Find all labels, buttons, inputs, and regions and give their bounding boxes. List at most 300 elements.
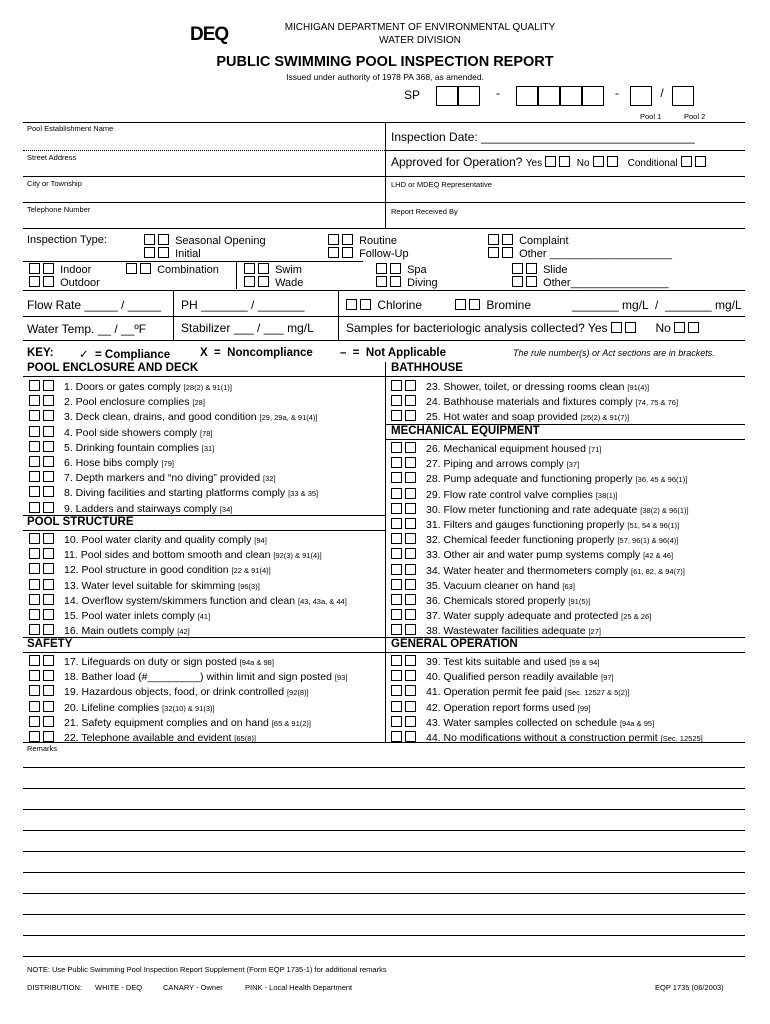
checklist-item (391, 609, 651, 623)
item-rule-ref: [Sec. 12527 & 5(2)] (564, 688, 630, 698)
pool-2-checkbox[interactable] (43, 731, 54, 742)
key-note: The rule number(s) or Act sections are in brackets. (513, 348, 715, 358)
pool-2-checkbox[interactable] (405, 594, 416, 605)
item-rule-ref: [94] (254, 536, 267, 545)
phone-label: Telephone Number (27, 205, 91, 214)
pool-1-checkbox[interactable] (29, 579, 40, 590)
pool-1-checkbox[interactable] (391, 548, 402, 559)
checklist-item (29, 563, 271, 577)
checklist-boxes (391, 564, 426, 578)
checklist-item (391, 442, 601, 456)
pool-2-checkbox[interactable] (43, 670, 54, 681)
pool-2-checkbox[interactable] (405, 731, 416, 742)
checklist-boxes (391, 488, 426, 502)
slide-label: Slide (543, 264, 568, 276)
checkbox[interactable] (342, 247, 353, 258)
samples-no-checkbox[interactable] (674, 322, 685, 333)
samples-yes-checkbox[interactable] (611, 322, 622, 333)
checkbox[interactable] (244, 263, 255, 274)
checklist-item (29, 471, 276, 485)
checklist-item (391, 395, 678, 409)
pool-2-checkbox[interactable] (43, 486, 54, 497)
checklist-boxes (29, 594, 64, 608)
key-label: KEY: (27, 347, 54, 359)
checklist-item (391, 472, 687, 486)
item-text: 29. Flow rate control valve complies (426, 488, 593, 501)
pool-2-checkbox[interactable] (405, 518, 416, 529)
pool-2-checkbox[interactable] (43, 563, 54, 574)
sp-box[interactable] (436, 86, 458, 106)
pool-1-checkbox[interactable] (391, 503, 402, 514)
pool-1-checkbox[interactable] (391, 442, 402, 453)
checkbox[interactable] (43, 276, 54, 287)
approved-yes-checkbox[interactable] (545, 156, 556, 167)
checklist-boxes (29, 579, 64, 593)
diving-label: Diving (407, 277, 438, 289)
conditional-checkbox[interactable] (695, 156, 706, 167)
checkbox[interactable] (502, 247, 513, 258)
pool-1-checkbox[interactable] (29, 716, 40, 727)
checklist-boxes (391, 457, 426, 471)
pool-2-checkbox[interactable] (405, 380, 416, 391)
agency-name: MICHIGAN DEPARTMENT OF ENVIRONMENTAL QUALITY (284, 22, 556, 33)
key-noncompliance: X = Noncompliance (200, 347, 313, 359)
checklist-boxes (391, 442, 426, 456)
checklist-item (29, 594, 347, 608)
pool-1-checkbox[interactable] (391, 533, 402, 544)
slide-option[interactable] (512, 263, 568, 276)
item-text: 4. Pool side showers comply (64, 426, 198, 439)
bromine-option[interactable] (455, 298, 531, 312)
pool-1-checkbox[interactable] (391, 594, 402, 605)
checklist-boxes (29, 701, 64, 715)
checklist-boxes (29, 395, 64, 409)
pool-1-checkbox[interactable] (29, 548, 40, 559)
checklist-item (391, 731, 703, 745)
pool-1-checkbox[interactable] (29, 563, 40, 574)
pool-2-checkbox[interactable] (405, 564, 416, 575)
checklist-boxes (29, 716, 64, 730)
item-text: 39. Test kits suitable and used (426, 656, 567, 668)
item-text: 2. Pool enclosure complies (64, 396, 190, 409)
sp-number (404, 86, 694, 106)
pool-2-checkbox[interactable] (43, 716, 54, 727)
pool-1-checkbox[interactable] (391, 380, 402, 391)
samples-no-label: No (655, 321, 671, 335)
checklist-boxes (391, 548, 426, 562)
pool-2-checkbox[interactable] (43, 471, 54, 482)
checklist-boxes (391, 609, 426, 623)
samples-no-checkbox[interactable] (688, 322, 699, 333)
deq-logo: DEQ (190, 24, 229, 45)
item-rule-ref: [42] (177, 627, 190, 637)
seasonal-option[interactable] (144, 234, 266, 247)
chlorine-label: Chlorine (377, 298, 423, 312)
checkbox[interactable] (158, 247, 169, 258)
pool-1-checkbox[interactable] (29, 426, 40, 437)
checklist-boxes (29, 685, 64, 699)
checkbox[interactable] (502, 234, 513, 245)
checklist-boxes (29, 471, 64, 485)
water-temp-field[interactable]: Water Temp. __ / __ºF (27, 322, 147, 336)
pool-2-checkbox[interactable] (405, 579, 416, 590)
checklist-boxes (391, 594, 426, 608)
pool-2-checkbox[interactable] (43, 594, 54, 605)
pool-1-checkbox[interactable] (391, 685, 402, 696)
pool-1-checkbox[interactable] (391, 518, 402, 529)
pool-1-checkbox[interactable] (391, 488, 402, 499)
item-rule-ref: [29, 29a, & 91(4)] (259, 413, 318, 423)
pool-1-checkbox[interactable] (391, 716, 402, 727)
sp-slash: / (660, 86, 664, 100)
checkbox[interactable] (244, 276, 255, 287)
checklist-boxes (29, 655, 64, 669)
city-label: City or Township (27, 179, 82, 188)
pool-1-checkbox[interactable] (391, 655, 402, 666)
item-rule-ref: [79] (161, 459, 174, 468)
mgl-field[interactable]: _______ mg/L / _______ mg/L (572, 298, 742, 312)
checkbox[interactable] (144, 234, 155, 245)
sp-box[interactable] (538, 86, 560, 106)
pool-2-checkbox[interactable] (405, 442, 416, 453)
pool-2-checkbox[interactable] (43, 609, 54, 620)
checklist-boxes (29, 456, 64, 470)
item-rule-ref: [36, 45 & 96(1)] (635, 475, 688, 485)
item-text: 16. Main outlets comply (64, 625, 175, 638)
item-rule-ref: [27] (588, 627, 601, 637)
authority-note: Issued under authority of 1978 PA 368, as amended. (286, 72, 484, 82)
pool-2-checkbox[interactable] (405, 457, 416, 468)
indoor-option[interactable] (29, 263, 91, 276)
wade-option[interactable] (244, 276, 303, 289)
pool-1-checkbox[interactable] (29, 731, 40, 742)
item-rule-ref: [91(5)] (568, 597, 591, 606)
checklist-boxes (29, 486, 64, 500)
checklist-item (29, 685, 309, 699)
pool-2-checkbox[interactable] (43, 655, 54, 666)
pool-1-checkbox[interactable] (391, 564, 402, 575)
pool-2-checkbox[interactable] (43, 685, 54, 696)
pool-1-checkbox[interactable] (29, 486, 40, 497)
pool-2-checkbox[interactable] (43, 395, 54, 406)
checkbox[interactable] (512, 276, 523, 287)
checklist-boxes (391, 472, 426, 486)
pool-2-checkbox[interactable] (405, 395, 416, 406)
spa-option[interactable] (376, 263, 427, 276)
indoor-label: Indoor (60, 264, 92, 276)
checkbox[interactable] (258, 276, 269, 287)
pool-1-checkbox[interactable] (391, 410, 402, 421)
pool-2-checkbox[interactable] (405, 609, 416, 620)
checklist-boxes (391, 533, 426, 547)
checklist-boxes (391, 380, 426, 394)
pool-1-checkbox[interactable] (391, 457, 402, 468)
pool2-label: Pool 2 (684, 112, 706, 121)
sp-label: SP (404, 88, 421, 102)
pool-1-checkbox[interactable] (29, 502, 40, 513)
chlorine-option[interactable] (346, 298, 422, 312)
checkbox[interactable] (390, 263, 401, 274)
checkbox[interactable] (376, 276, 387, 287)
pool-2-checkbox[interactable] (405, 624, 416, 635)
pool-2-checkbox[interactable] (405, 548, 416, 559)
item-rule-ref: [65(8)] (234, 734, 256, 743)
pool-1-checkbox[interactable] (29, 594, 40, 605)
pool-1-checkbox[interactable] (29, 655, 40, 666)
approved-label: Approved for Operation? (391, 155, 523, 169)
checkbox[interactable] (346, 299, 357, 310)
checklist-item (29, 548, 322, 562)
checkbox[interactable] (342, 234, 353, 245)
pool-2-checkbox[interactable] (43, 701, 54, 712)
item-rule-ref: [42 & 46] (643, 551, 674, 561)
checklist-boxes (29, 533, 64, 547)
pool-2-checkbox[interactable] (405, 685, 416, 696)
pool-2-checkbox[interactable] (43, 533, 54, 544)
item-rule-ref: [57, 96(1) & 96(4)] (617, 536, 679, 546)
item-rule-ref: [61, 82, & 94(7)] (631, 566, 685, 576)
item-text: 1. Doors or gates comply (64, 381, 181, 393)
pool-1-checkbox[interactable] (29, 471, 40, 482)
pool1-label: Pool 1 (640, 112, 662, 121)
checkbox[interactable] (488, 234, 499, 245)
checklist-boxes (391, 701, 426, 715)
checklist-item (29, 609, 210, 623)
item-text: 13. Water level suitable for skimming (64, 579, 236, 592)
sp-box[interactable] (458, 86, 480, 106)
checklist-item (391, 594, 590, 608)
checklist-item (29, 670, 347, 684)
item-rule-ref: [59 & 94] (569, 658, 600, 667)
pool-2-checkbox[interactable] (43, 426, 54, 437)
checklist-item (391, 457, 579, 471)
pool-1-checkbox[interactable] (391, 731, 402, 742)
street-label: Street Address (27, 153, 77, 162)
item-text: 37. Water supply adequate and protected (426, 610, 619, 623)
checklist-boxes (29, 410, 64, 424)
checklist-boxes (29, 731, 64, 745)
item-rule-ref: [28(2) & 91(1)] (183, 383, 232, 392)
flow-rate-field[interactable]: Flow Rate _____ / _____ (27, 298, 162, 312)
initial-option[interactable] (144, 247, 201, 260)
pool-1-checkbox[interactable] (29, 624, 40, 635)
pool-1-checkbox[interactable] (391, 395, 402, 406)
sp-dash: - (496, 86, 500, 100)
item-text: 9. Ladders and stairways comply (64, 502, 217, 515)
key-compliance: ✓ = Compliance (79, 349, 171, 361)
pool-2-checkbox[interactable] (43, 579, 54, 590)
conditional-checkbox[interactable] (681, 156, 692, 167)
pool-1-checkbox[interactable] (391, 579, 402, 590)
item-text: 32. Chemical feeder functioning properly (426, 534, 615, 547)
complaint-option[interactable] (488, 234, 569, 247)
item-rule-ref: [91(4)] (627, 383, 650, 392)
swim-option[interactable] (244, 263, 302, 276)
pool-1-checkbox[interactable] (29, 685, 40, 696)
checklist-boxes (29, 548, 64, 562)
checkbox[interactable] (512, 263, 523, 274)
checkbox[interactable] (360, 299, 371, 310)
checklist-item (391, 548, 673, 562)
checklist-item (391, 716, 654, 730)
checkbox[interactable] (140, 263, 151, 274)
item-rule-ref: [43, 43a, & 44] (298, 596, 347, 606)
checkbox[interactable] (526, 263, 537, 274)
page-title: PUBLIC SWIMMING POOL INSPECTION REPORT (216, 54, 554, 70)
checklist-boxes (391, 670, 426, 684)
checklist-boxes (391, 731, 426, 745)
pool-2-checkbox[interactable] (43, 441, 54, 452)
outdoor-option[interactable] (29, 276, 100, 289)
followup-option[interactable] (328, 247, 409, 260)
checklist-boxes (391, 685, 426, 699)
sp-box[interactable] (560, 86, 582, 106)
inspection-date-field[interactable]: Inspection Date: ________________________________ (391, 130, 695, 144)
pool-1-checkbox[interactable] (29, 441, 40, 452)
pool-1-checkbox[interactable] (29, 395, 40, 406)
pool-1-checkbox[interactable] (391, 472, 402, 483)
item-text: 20. Lifeline complies (64, 701, 160, 714)
pool-1-checkbox[interactable] (29, 533, 40, 544)
pool-1-checkbox[interactable] (29, 456, 40, 467)
pool-1-checkbox[interactable] (391, 609, 402, 620)
pool-2-checkbox[interactable] (405, 503, 416, 514)
samples-yes-checkbox[interactable] (625, 322, 636, 333)
pool-2-checkbox[interactable] (43, 456, 54, 467)
routine-label: Routine (359, 235, 397, 247)
stabilizer-field[interactable]: Stabilizer ___ / ___ mg/L (181, 321, 314, 335)
approved-yes-checkbox[interactable] (559, 156, 570, 167)
checkbox[interactable] (29, 263, 40, 274)
item-text: 42. Operation report forms used (426, 701, 575, 714)
routine-option[interactable] (328, 234, 397, 247)
checklist-item (391, 518, 679, 532)
approved-no-label: No (576, 158, 590, 169)
checkbox[interactable] (526, 276, 537, 287)
item-rule-ref: [32(10) & 91(3)] (162, 703, 215, 713)
distribution-canary: CANARY - Owner (163, 983, 223, 992)
checklist-item (29, 716, 311, 730)
pool2-box[interactable] (672, 86, 694, 106)
checklist-item (391, 579, 575, 593)
sp-box[interactable] (516, 86, 538, 106)
pool-2-checkbox[interactable] (43, 410, 54, 421)
checkbox[interactable] (390, 276, 401, 287)
checkbox[interactable] (158, 234, 169, 245)
item-rule-ref: [32] (263, 474, 276, 484)
pool-2-checkbox[interactable] (405, 488, 416, 499)
remarks-label: Remarks (27, 744, 58, 753)
pool1-box[interactable] (630, 86, 652, 106)
item-rule-ref: [25(2) & 91(7)] (580, 413, 630, 423)
pool-2-checkbox[interactable] (405, 670, 416, 681)
checklist-item (391, 655, 599, 669)
combination-option[interactable] (126, 263, 219, 276)
initial-label: Initial (175, 248, 201, 260)
checkbox[interactable] (328, 234, 339, 245)
checkbox[interactable] (455, 299, 466, 310)
establishment-field[interactable] (23, 134, 385, 150)
item-text: 41. Operation permit fee paid (426, 686, 562, 699)
item-text: 22. Telephone available and evident (64, 732, 232, 744)
item-text: 7. Depth markers and “no diving” provided (64, 472, 261, 485)
distribution-label: DISTRIBUTION: (27, 983, 83, 992)
checkbox[interactable] (144, 247, 155, 258)
checkbox[interactable] (328, 247, 339, 258)
pool-1-checkbox[interactable] (391, 670, 402, 681)
checkbox[interactable] (469, 299, 480, 310)
approved-no-checkbox[interactable] (593, 156, 604, 167)
pool-2-checkbox[interactable] (405, 655, 416, 666)
checklist-boxes (29, 609, 64, 623)
diving-option[interactable] (376, 276, 438, 289)
checklist-boxes (29, 380, 64, 394)
checkbox[interactable] (376, 263, 387, 274)
item-rule-ref: [28] (192, 398, 205, 408)
pool-1-checkbox[interactable] (29, 701, 40, 712)
pool-2-checkbox[interactable] (43, 502, 54, 513)
item-text: 12. Pool structure in good condition (64, 564, 229, 577)
item-rule-ref: [92(3) & 91(4)] (273, 551, 322, 561)
approved-no-checkbox[interactable] (607, 156, 618, 167)
remarks-area[interactable] (23, 755, 745, 958)
checklist-item (29, 579, 260, 593)
item-rule-ref: [51, 54 & 96(1)] (627, 521, 680, 530)
other2-option[interactable] (512, 276, 668, 289)
ph-field[interactable]: PH _______ / _______ (181, 298, 305, 312)
distribution-white: WHITE - DEQ (95, 983, 143, 992)
pool-2-checkbox[interactable] (405, 472, 416, 483)
pool-2-checkbox[interactable] (405, 701, 416, 712)
item-text: 28. Pump adequate and functioning properly (426, 473, 633, 486)
establishment-label: Pool Establishment Name (27, 124, 114, 133)
approved-yes-label: Yes (525, 158, 543, 169)
item-rule-ref: [38(1)] (595, 490, 618, 500)
samples-label: Samples for bacteriologic analysis collected? (346, 321, 585, 335)
checkbox[interactable] (488, 247, 499, 258)
checkbox[interactable] (126, 263, 137, 274)
checkbox[interactable] (29, 276, 40, 287)
checklist-boxes (29, 563, 64, 577)
pool-1-checkbox[interactable] (29, 410, 40, 421)
item-rule-ref: [33 & 35] (288, 489, 319, 499)
checklist-item (391, 533, 678, 547)
section-structure: POOL STRUCTURE (27, 516, 134, 528)
spa-label: Spa (407, 264, 427, 276)
item-text: 40. Qualified person readily available (426, 671, 599, 684)
checklist-item (29, 426, 213, 440)
pool-2-checkbox[interactable] (43, 624, 54, 635)
pool-1-checkbox[interactable] (391, 701, 402, 712)
pool-2-checkbox[interactable] (43, 380, 54, 391)
item-rule-ref: [25 & 26] (621, 612, 652, 622)
pool-2-checkbox[interactable] (43, 548, 54, 559)
pool-2-checkbox[interactable] (405, 716, 416, 727)
other-option[interactable] (488, 247, 672, 260)
item-text: 27. Piping and arrows comply (426, 458, 564, 471)
item-text: 14. Overflow system/skimmers function and clean (64, 594, 296, 607)
checkbox[interactable] (43, 263, 54, 274)
checkbox[interactable] (258, 263, 269, 274)
pool-1-checkbox[interactable] (391, 624, 402, 635)
pool-1-checkbox[interactable] (29, 670, 40, 681)
pool-1-checkbox[interactable] (29, 609, 40, 620)
pool-2-checkbox[interactable] (405, 533, 416, 544)
wade-label: Wade (275, 277, 304, 289)
sp-box[interactable] (582, 86, 604, 106)
pool-2-checkbox[interactable] (405, 410, 416, 421)
pool-1-checkbox[interactable] (29, 380, 40, 391)
